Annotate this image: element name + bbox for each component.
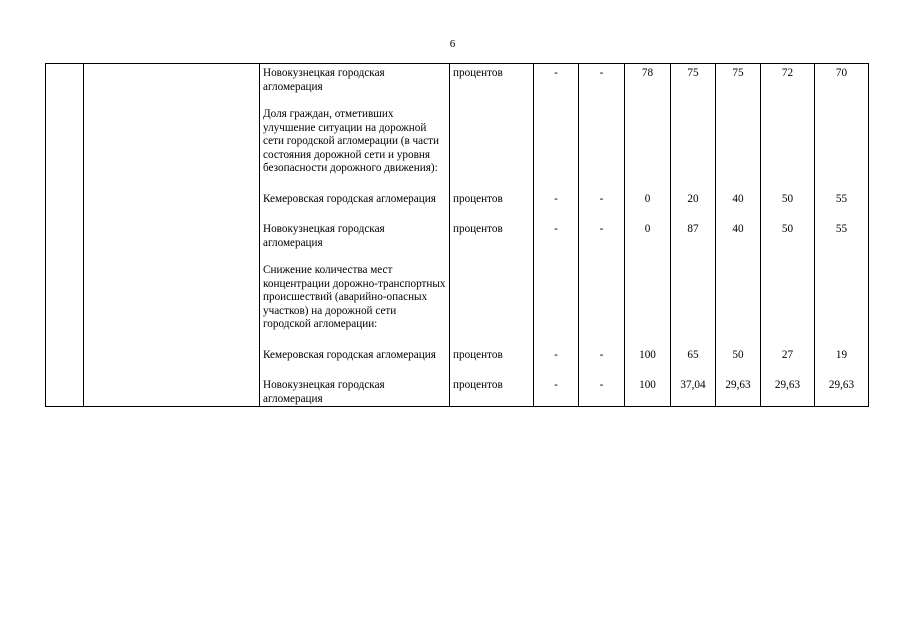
cell-value-5	[716, 206, 761, 220]
table-row	[46, 190, 869, 207]
cell-indicator-name	[260, 176, 450, 190]
cell-value-7: 55	[815, 190, 869, 207]
cell-program	[84, 108, 260, 176]
cell-indicator-name: Кемеровская городская агломерация	[260, 346, 450, 363]
cell-unit	[450, 176, 534, 190]
cell-value-3: 100	[625, 346, 671, 363]
table-row	[46, 220, 869, 250]
cell-unit	[450, 264, 534, 332]
cell-value-7	[815, 176, 869, 190]
cell-value-2	[579, 206, 625, 220]
cell-index	[46, 376, 84, 407]
cell-value-2	[579, 264, 625, 332]
cell-value-6	[761, 250, 815, 264]
cell-value-3	[625, 94, 671, 108]
cell-indicator-name: Кемеровская городская агломерация	[260, 190, 450, 207]
cell-index	[46, 362, 84, 376]
cell-value-3: 0	[625, 220, 671, 250]
cell-index	[46, 190, 84, 207]
cell-indicator-name: Снижение количества мест концентрации дорожно-транспортных происшествий (аварийно-опасных участков) на дорожной сети городской агломерации:	[260, 264, 450, 332]
cell-index	[46, 346, 84, 363]
page-number: 6	[449, 38, 456, 50]
cell-value-1	[534, 264, 579, 332]
cell-value-4: 20	[671, 190, 716, 207]
cell-indicator-name	[260, 362, 450, 376]
cell-value-7	[815, 264, 869, 332]
cell-program	[84, 176, 260, 190]
cell-value-4	[671, 264, 716, 332]
table-row	[46, 376, 869, 407]
cell-value-1: -	[534, 376, 579, 407]
cell-program	[84, 362, 260, 376]
cell-index	[46, 206, 84, 220]
cell-value-5: 75	[716, 64, 761, 95]
cell-value-2	[579, 332, 625, 346]
cell-value-1	[534, 206, 579, 220]
cell-value-2	[579, 94, 625, 108]
indicator-heading-row	[46, 108, 869, 176]
cell-value-1: -	[534, 64, 579, 95]
cell-value-4	[671, 94, 716, 108]
cell-value-6	[761, 94, 815, 108]
cell-value-2	[579, 176, 625, 190]
cell-index	[46, 332, 84, 346]
cell-value-1	[534, 94, 579, 108]
cell-indicator-name: Новокузнецкая городская агломерация	[260, 220, 450, 250]
cell-value-4	[671, 362, 716, 376]
cell-program	[84, 376, 260, 407]
cell-value-4: 75	[671, 64, 716, 95]
cell-value-6	[761, 108, 815, 176]
row-spacer	[46, 332, 869, 346]
cell-program	[84, 346, 260, 363]
cell-indicator-name: Доля граждан, отметивших улучшение ситуации на дорожной сети городской агломерации (в части состояния дорожной сети и уровня безопасности дорожного движения):	[260, 108, 450, 176]
cell-program	[84, 332, 260, 346]
indicators-table	[45, 63, 869, 407]
cell-value-5: 40	[716, 220, 761, 250]
cell-value-1	[534, 332, 579, 346]
cell-value-5: 29,63	[716, 376, 761, 407]
cell-program	[84, 206, 260, 220]
cell-value-2: -	[579, 190, 625, 207]
cell-value-5: 50	[716, 346, 761, 363]
cell-index	[46, 220, 84, 250]
cell-unit	[450, 250, 534, 264]
cell-value-5	[716, 362, 761, 376]
cell-unit: процентов	[450, 220, 534, 250]
cell-value-4	[671, 108, 716, 176]
cell-value-7	[815, 94, 869, 108]
row-spacer	[46, 176, 869, 190]
cell-value-4	[671, 332, 716, 346]
indicator-heading-row	[46, 264, 869, 332]
cell-indicator-name	[260, 250, 450, 264]
cell-value-7	[815, 206, 869, 220]
cell-value-5	[716, 332, 761, 346]
cell-index	[46, 250, 84, 264]
cell-value-2: -	[579, 346, 625, 363]
cell-value-5	[716, 264, 761, 332]
cell-value-6	[761, 206, 815, 220]
row-spacer	[46, 250, 869, 264]
cell-value-5: 40	[716, 190, 761, 207]
cell-value-2: -	[579, 220, 625, 250]
cell-value-1	[534, 250, 579, 264]
cell-program	[84, 64, 260, 95]
cell-value-5	[716, 250, 761, 264]
cell-unit: процентов	[450, 64, 534, 95]
cell-value-3: 100	[625, 376, 671, 407]
cell-index	[46, 94, 84, 108]
cell-value-7: 19	[815, 346, 869, 363]
cell-value-4	[671, 176, 716, 190]
cell-program	[84, 220, 260, 250]
cell-value-4	[671, 206, 716, 220]
cell-value-7	[815, 362, 869, 376]
cell-unit	[450, 362, 534, 376]
cell-value-2	[579, 250, 625, 264]
cell-value-1	[534, 362, 579, 376]
cell-value-2	[579, 362, 625, 376]
cell-value-6: 29,63	[761, 376, 815, 407]
cell-unit	[450, 332, 534, 346]
cell-index	[46, 264, 84, 332]
cell-unit: процентов	[450, 190, 534, 207]
cell-value-6	[761, 264, 815, 332]
cell-index	[46, 108, 84, 176]
cell-value-1	[534, 108, 579, 176]
cell-unit: процентов	[450, 376, 534, 407]
cell-value-5	[716, 176, 761, 190]
row-spacer	[46, 206, 869, 220]
cell-indicator-name	[260, 94, 450, 108]
cell-value-2	[579, 108, 625, 176]
cell-value-6	[761, 332, 815, 346]
cell-value-3	[625, 264, 671, 332]
cell-value-4: 37,04	[671, 376, 716, 407]
cell-unit	[450, 108, 534, 176]
cell-program	[84, 264, 260, 332]
cell-value-6: 27	[761, 346, 815, 363]
cell-index	[46, 64, 84, 95]
cell-value-3	[625, 332, 671, 346]
cell-value-4: 65	[671, 346, 716, 363]
cell-indicator-name	[260, 332, 450, 346]
cell-value-6: 50	[761, 220, 815, 250]
cell-indicator-name	[260, 206, 450, 220]
cell-unit	[450, 94, 534, 108]
cell-unit	[450, 206, 534, 220]
cell-value-7	[815, 250, 869, 264]
cell-value-3: 0	[625, 190, 671, 207]
cell-value-7	[815, 332, 869, 346]
cell-value-7: 55	[815, 220, 869, 250]
cell-indicator-name: Новокузнецкая городская агломерация	[260, 64, 450, 95]
cell-value-3	[625, 108, 671, 176]
cell-value-7	[815, 108, 869, 176]
table-row	[46, 346, 869, 363]
cell-value-6: 72	[761, 64, 815, 95]
cell-program	[84, 94, 260, 108]
cell-value-3	[625, 206, 671, 220]
cell-indicator-name: Новокузнецкая городская агломерация	[260, 376, 450, 407]
cell-value-2: -	[579, 376, 625, 407]
cell-value-4: 87	[671, 220, 716, 250]
cell-value-3	[625, 362, 671, 376]
cell-value-6	[761, 362, 815, 376]
cell-value-1: -	[534, 190, 579, 207]
cell-value-3	[625, 176, 671, 190]
cell-program	[84, 190, 260, 207]
cell-value-3: 78	[625, 64, 671, 95]
cell-value-2: -	[579, 64, 625, 95]
cell-index	[46, 176, 84, 190]
cell-value-1	[534, 176, 579, 190]
cell-value-7: 29,63	[815, 376, 869, 407]
cell-value-6: 50	[761, 190, 815, 207]
cell-value-5	[716, 108, 761, 176]
row-spacer	[46, 94, 869, 108]
cell-value-7: 70	[815, 64, 869, 95]
row-spacer	[46, 362, 869, 376]
cell-value-1: -	[534, 346, 579, 363]
cell-value-1: -	[534, 220, 579, 250]
cell-value-6	[761, 176, 815, 190]
cell-program	[84, 250, 260, 264]
table-row	[46, 64, 869, 95]
cell-value-5	[716, 94, 761, 108]
cell-unit: процентов	[450, 346, 534, 363]
cell-value-4	[671, 250, 716, 264]
cell-value-3	[625, 250, 671, 264]
